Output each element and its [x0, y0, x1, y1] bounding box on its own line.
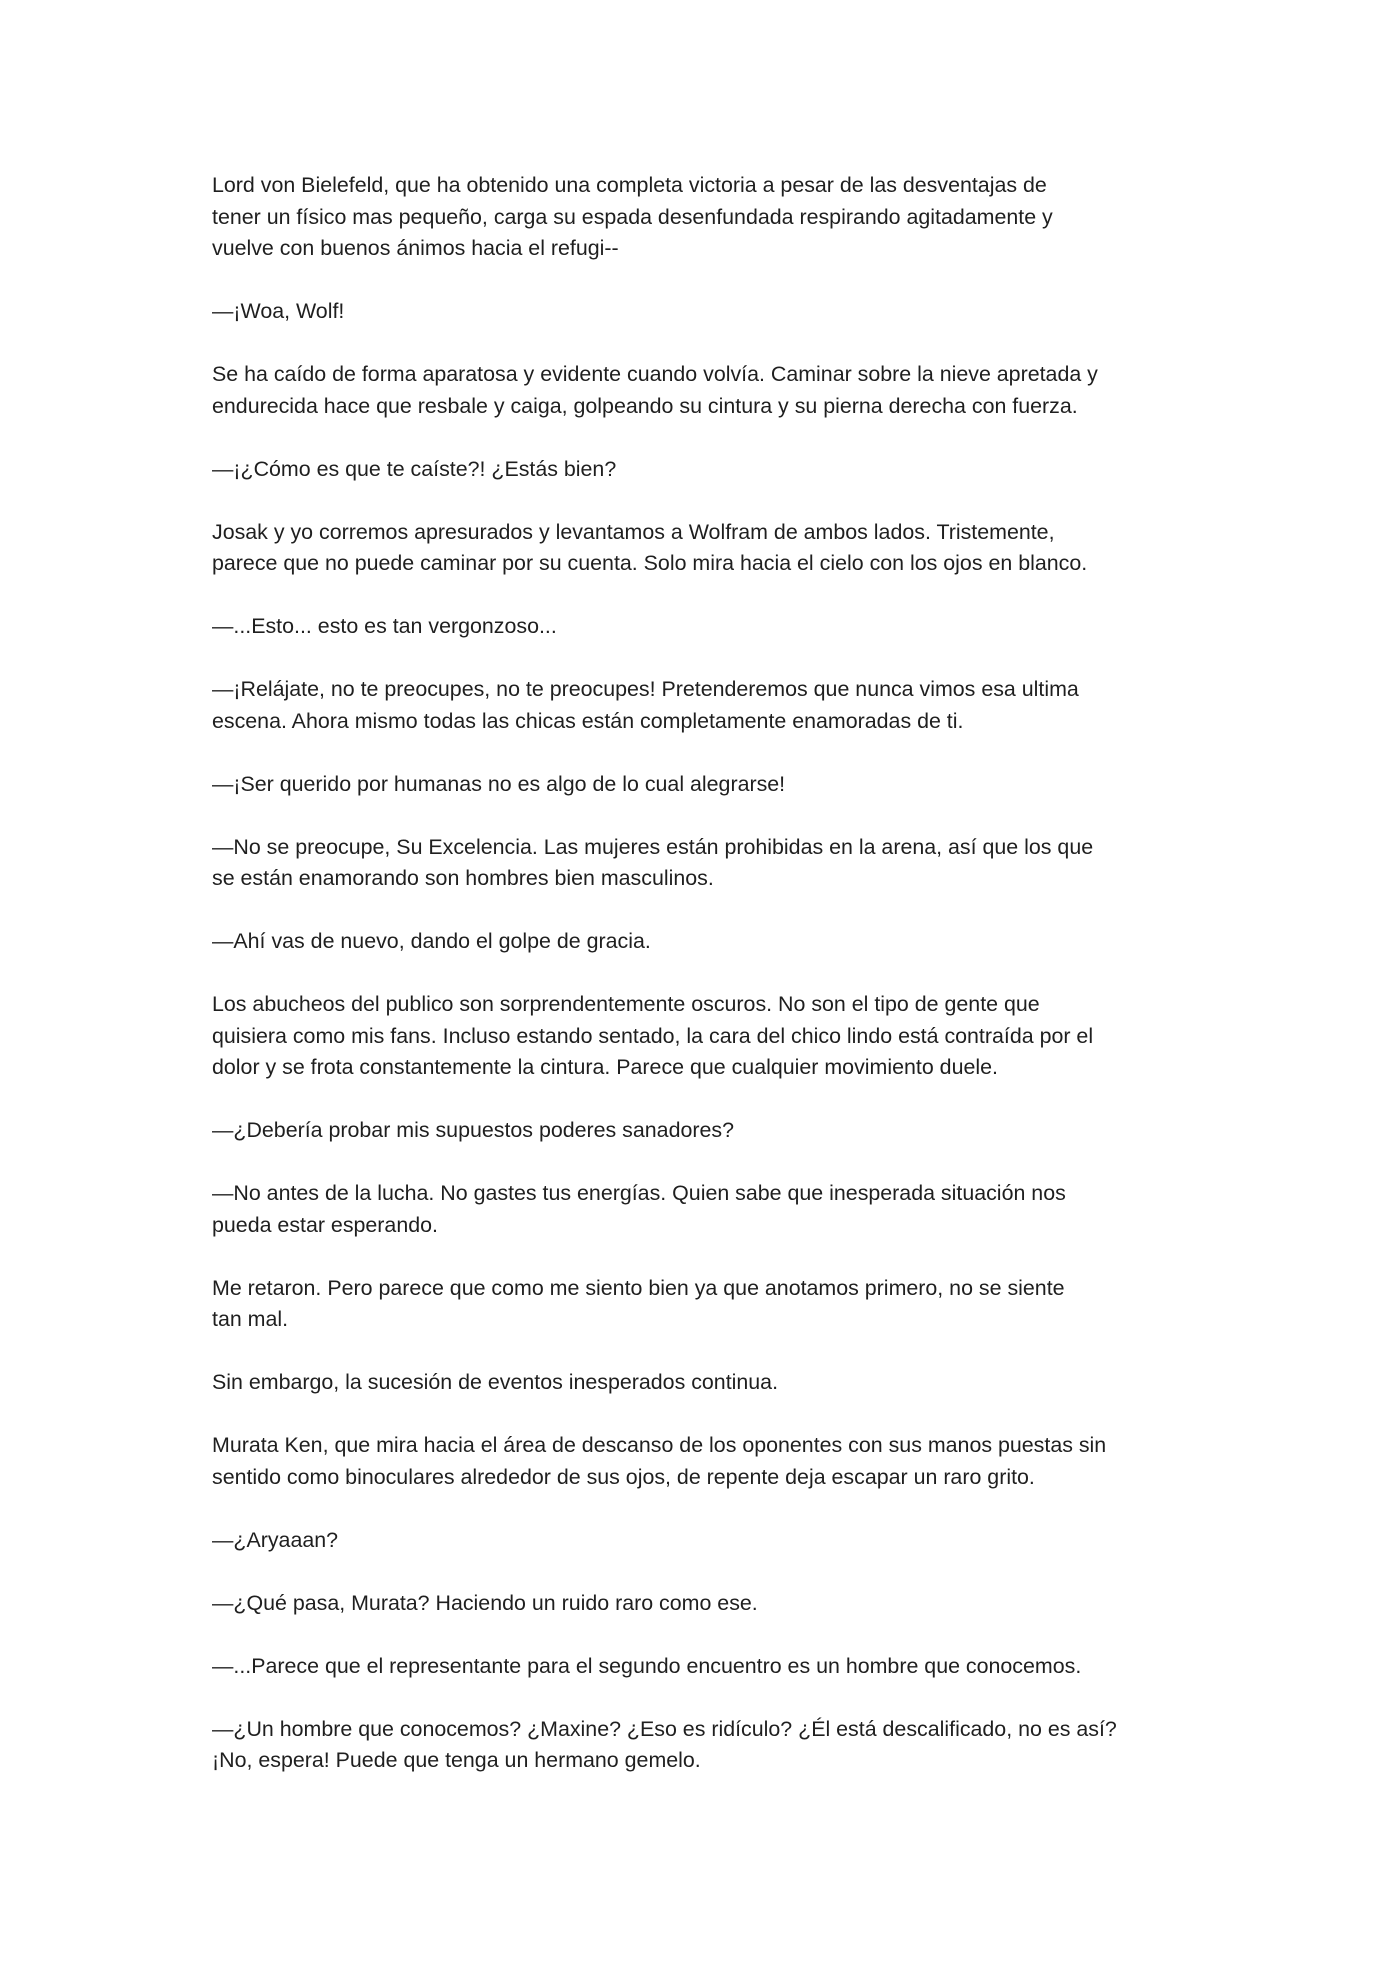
paragraph: [212, 1273, 1212, 1336]
text-line: —¡Woa, Wolf!: [212, 299, 345, 323]
text-line: Murata Ken, que mira hacia el área de descanso de los oponentes con sus manos puestas sin: [212, 1433, 1107, 1457]
text-line: Sin embargo, la sucesión de eventos inesperados continua.: [212, 1370, 779, 1394]
paragraph: [212, 926, 1212, 958]
paragraph: [212, 989, 1212, 1084]
text-line: escena. Ahora mismo todas las chicas están completamente enamoradas de ti.: [212, 708, 964, 733]
text-line: —¡¿Cómo es que te caíste?! ¿Estás bien?: [212, 456, 617, 481]
text-line: —...Parece que el representante para el segundo encuentro es un hombre que conocemos.: [212, 1653, 1082, 1678]
paragraph: [212, 1588, 1212, 1620]
paragraph: [212, 1178, 1212, 1241]
paragraph: [212, 1367, 1212, 1399]
text-line: —¿Aryaaan?: [212, 1527, 339, 1552]
text-line: quisiera como mis fans. Incluso estando sentado, la cara del chico lindo está contraída por el: [212, 1023, 1094, 1048]
text-line: pueda estar esperando.: [212, 1212, 438, 1237]
paragraph: [212, 359, 1212, 422]
paragraph: [212, 611, 1212, 643]
text-line: —¡Relájate, no te preocupes, no te preocupes! Pretenderemos que nunca vimos esa ultima: [212, 677, 1079, 701]
body-text: [212, 170, 1212, 1808]
paragraph: [212, 296, 1212, 328]
text-line: Se ha caído de forma aparatosa y evidente cuando volvía. Caminar sobre la nieve apretada y: [212, 362, 1098, 386]
paragraph: [212, 832, 1212, 895]
paragraph: [212, 1430, 1212, 1493]
text-line: se están enamorando son hombres bien masculinos.: [212, 866, 714, 890]
text-line: parece que no puede caminar por su cuenta. Solo mira hacia el cielo con los ojos en blanco.: [212, 551, 1088, 575]
text-line: vuelve con buenos ánimos hacia el refugi--: [212, 236, 619, 260]
text-line: Me retaron. Pero parece que como me siento bien ya que anotamos primero, no se siente: [212, 1275, 1065, 1300]
text-line: —No antes de la lucha. No gastes tus energías. Quien sabe que inesperada situación nos: [212, 1181, 1066, 1205]
text-line: —¿Qué pasa, Murata? Haciendo un ruido raro como ese.: [212, 1590, 758, 1615]
text-line: Josak y yo corremos apresurados y levantamos a Wolfram de ambos lados. Tristemente,: [212, 519, 1055, 544]
text-line: —...Esto... esto es tan vergonzoso...: [212, 614, 557, 638]
paragraph: [212, 1525, 1212, 1557]
text-line: ¡No, espera! Puede que tenga un hermano gemelo.: [212, 1748, 701, 1772]
paragraph: [212, 1115, 1212, 1147]
text-line: Los abucheos del publico son sorprendentemente oscuros. No son el tipo de gente que: [212, 992, 1040, 1016]
text-line: tan mal.: [212, 1307, 289, 1331]
text-line: tener un físico mas pequeño, carga su espada desenfundada respirando agitadamente y: [212, 204, 1053, 229]
text-line: —Ahí vas de nuevo, dando el golpe de gracia.: [212, 929, 651, 953]
paragraph: [212, 674, 1212, 737]
text-line: —¡Ser querido por humanas no es algo de lo cual alegrarse!: [212, 771, 786, 796]
text-line: dolor y se frota constantemente la cintura. Parece que cualquier movimiento duele.: [212, 1055, 998, 1079]
paragraph: [212, 1651, 1212, 1683]
text-line: —No se preocupe, Su Excelencia. Las mujeres están prohibidas en la arena, así que los que: [212, 834, 1094, 859]
paragraph: [212, 1714, 1212, 1777]
text-line: endurecida hace que resbale y caiga, golpeando su cintura y su pierna derecha con fuerza.: [212, 393, 1078, 418]
paragraph: [212, 769, 1212, 801]
text-line: —¿Debería probar mis supuestos poderes sanadores?: [212, 1118, 734, 1142]
paragraph: [212, 517, 1212, 580]
text-line: —¿Un hombre que conocemos? ¿Maxine? ¿Eso es ridículo? ¿Él está descalificado, no es así?: [212, 1716, 1117, 1741]
text-line: Lord von Bielefeld, que ha obtenido una completa victoria a pesar de las desventajas de: [212, 173, 1047, 197]
paragraph: [212, 454, 1212, 486]
text-line: sentido como binoculares alrededor de sus ojos, de repente deja escapar un raro grito.: [212, 1464, 1035, 1489]
paragraph: [212, 170, 1212, 265]
